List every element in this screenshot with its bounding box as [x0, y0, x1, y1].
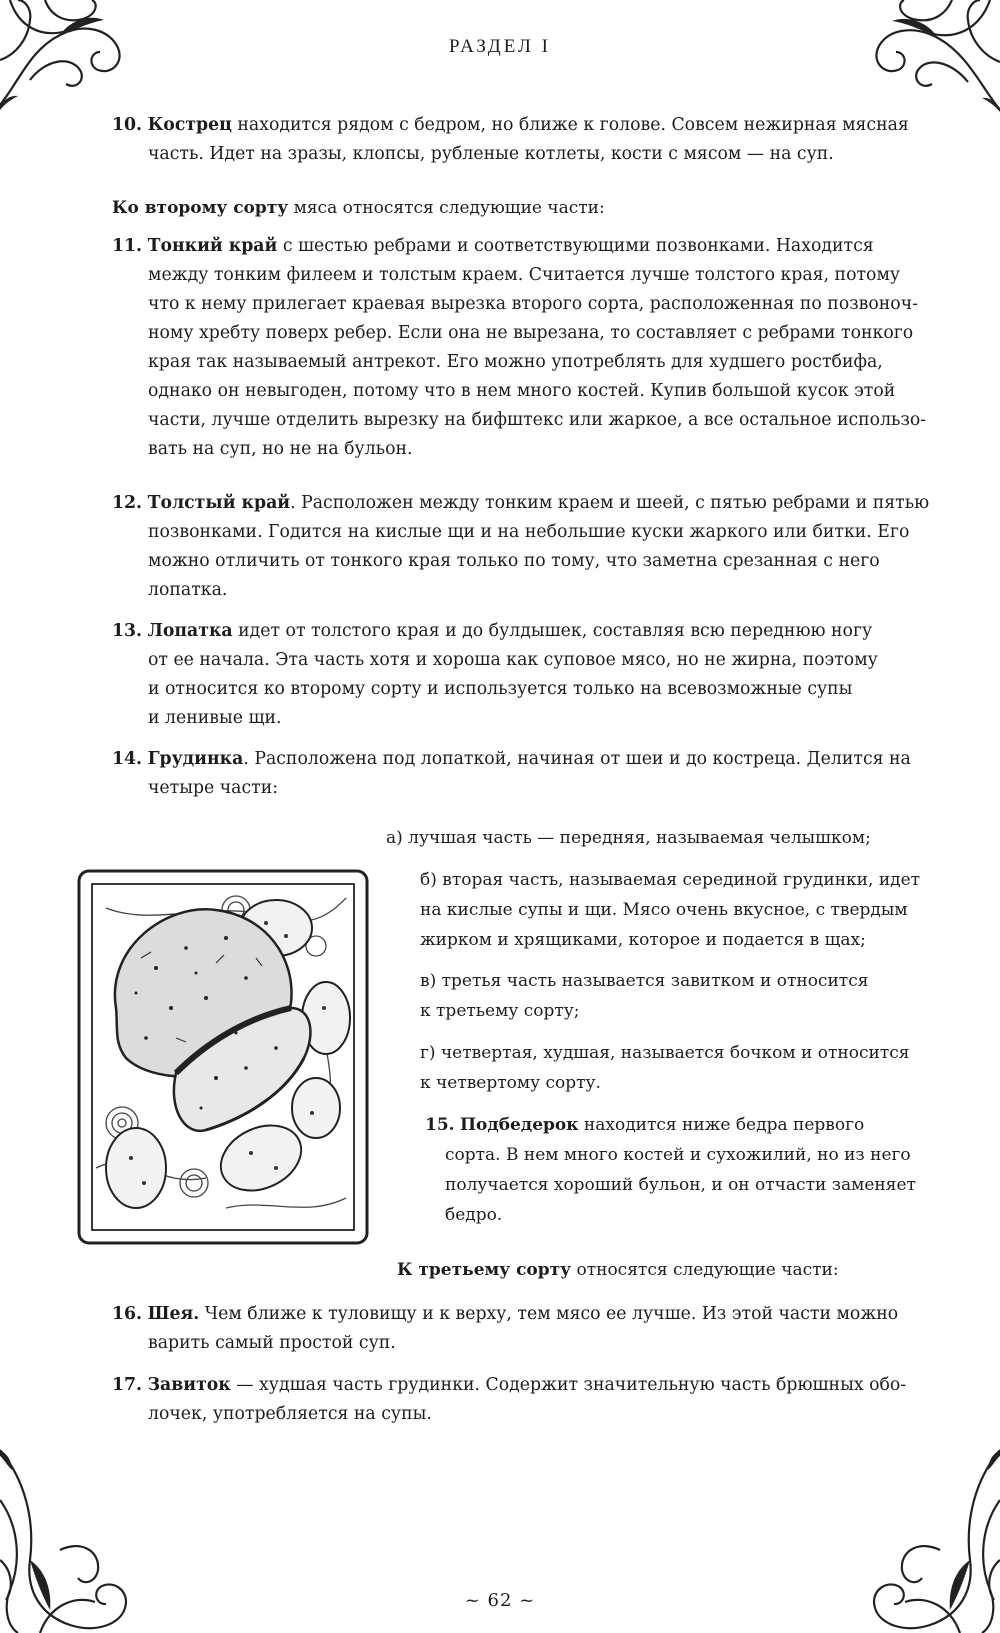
list-item	[425, 1110, 916, 1230]
item-text: находится рядом с бедром, но ближе к голове. Совсем нежирная мясная	[231, 115, 909, 135]
section-header: РАЗДЕЛ I	[448, 36, 552, 57]
brisket-part-line: на кислые супы и щи. Мясо очень вкусное, с твердым	[420, 900, 908, 920]
item-text: позвонками. Годится на кислые щи и на небольшие куски жаркого или битки. Его	[148, 522, 910, 542]
item-text: идет от толстого края и до булдышек, составляя всю переднюю ногу	[232, 621, 873, 641]
item-title: Завиток	[147, 1375, 231, 1395]
brisket-part-c	[420, 966, 868, 1026]
item-text: вать на суп, но не на бульон.	[148, 439, 413, 459]
item-text: и относится ко второму сорту и используется только на всевозможные супы	[148, 679, 853, 699]
item-text: части, лучше отделить вырезку на бифштекс или жаркое, а все остальное использо-	[148, 410, 927, 430]
item-number: 12.	[112, 493, 143, 513]
item-number: 10.	[112, 115, 143, 135]
item-title: Грудинка	[147, 749, 244, 769]
item-text: от ее начала. Эта часть хотя и хороша как суповое мясо, но не жирна, поэтому	[148, 650, 878, 670]
corner-ornament-top-right	[840, 0, 1000, 120]
item-text: часть. Идет на зразы, клопсы, рубленые котлеты, кости с мясом — на суп.	[148, 144, 834, 164]
item-text: бедро.	[445, 1205, 503, 1225]
grade-heading-bold: Ко второму сорту	[112, 198, 289, 218]
item-text: между тонким филеем и толстым краем. Считается лучше толстого края, потому	[148, 265, 901, 285]
item-text: лочек, употребляется на супы.	[148, 1404, 432, 1424]
brisket-part-line: жирком и хрящиками, которое и подается в щах;	[420, 930, 866, 950]
item-text: . Расположен между тонким краем и шеей, с пятью ребрами и пятью	[290, 493, 930, 513]
corner-ornament-top-left	[0, 0, 140, 120]
item-text: . Расположена под лопаткой, начиная от шеи и до костреца. Делится на	[243, 749, 911, 769]
brisket-part-line: г) четвертая, худшая, называется бочком и относится	[420, 1043, 910, 1063]
item-number: 15.	[425, 1115, 455, 1135]
item-text: четыре части:	[148, 778, 279, 798]
item-text: Чем ближе к туловищу и к верху, тем мясо ее лучше. Из этой части можно	[199, 1304, 899, 1324]
item-text: получается хороший бульон, и он отчасти заменяет	[445, 1175, 916, 1195]
brisket-part-a: а) лучшая часть — передняя, называемая челышком;	[386, 828, 871, 848]
item-text: однако он невыгоден, потому что в нем много костей. Купив большой кусок этой	[148, 381, 896, 401]
brisket-part-line: б) вторая часть, называемая серединой грудинки, идет	[420, 870, 921, 890]
item-text: сорта. В нем много костей и сухожилий, но из него	[445, 1145, 911, 1165]
item-text: лопатка.	[148, 580, 228, 600]
grade-heading	[112, 193, 605, 223]
brisket-part-line: к третьему сорту;	[420, 1001, 580, 1021]
item-title: Шея.	[147, 1304, 200, 1324]
item-text: варить самый простой суп.	[148, 1333, 396, 1353]
brisket-part-b	[420, 865, 920, 955]
item-text: находится ниже бедра первого	[578, 1115, 865, 1135]
brisket-part-line: в) третья часть называется завитком и относится	[420, 971, 869, 991]
brisket-part-line: к четвертому сорту.	[420, 1073, 601, 1093]
item-number: 13.	[112, 621, 143, 641]
item-text: что к нему прилегает краевая вырезка второго сорта, расположенная по позвоноч-	[148, 294, 918, 314]
item-title: Толстый край	[147, 493, 291, 513]
item-title: Кострец	[147, 115, 232, 135]
grade-heading	[397, 1255, 839, 1285]
item-number: 17.	[112, 1375, 143, 1395]
page-number: ~ 62 ~	[464, 1590, 536, 1611]
item-text: и ленивые щи.	[148, 708, 282, 728]
item-text: края так называемый антрекот. Его можно употреблять для худшего ростбифа,	[148, 352, 883, 372]
item-text: можно отличить от тонкого края только по тому, что заметна срезанная с него	[148, 551, 880, 571]
meat-dish-illustration	[76, 868, 370, 1246]
grade-heading-text: мяса относятся следующие части:	[288, 198, 605, 218]
item-number: 14.	[112, 749, 143, 769]
brisket-part-d	[420, 1038, 910, 1098]
item-title: Тонкий край	[147, 236, 278, 256]
item-number: 16.	[112, 1304, 143, 1324]
item-title: Лопатка	[147, 621, 233, 641]
item-text: — худшая часть грудинки. Содержит значительную часть брюшных обо-	[230, 1375, 907, 1395]
grade-heading-bold: К третьему сорту	[397, 1260, 572, 1280]
grade-heading-text: относятся следующие части:	[571, 1260, 839, 1280]
item-text: ному хребту поверх ребер. Если она не вырезана, то составляет с ребрами тонкого	[148, 323, 914, 343]
item-number: 11.	[112, 236, 143, 256]
item-text: с шестью ребрами и соответствующими позвонками. Находится	[277, 236, 874, 256]
item-title: Подбедерок	[459, 1115, 579, 1135]
